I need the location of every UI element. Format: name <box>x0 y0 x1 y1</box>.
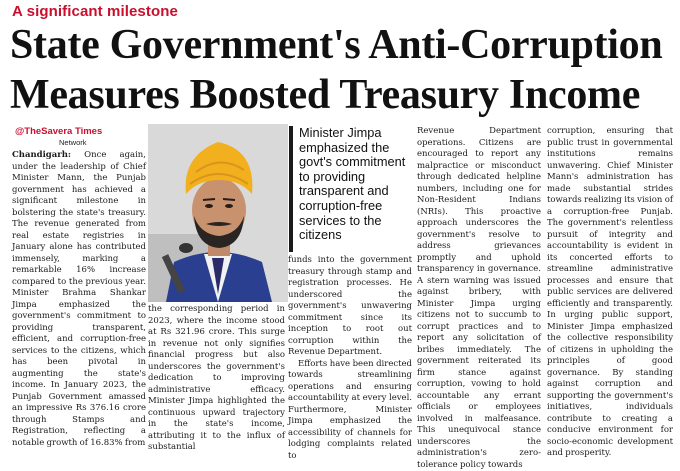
byline-desk: Network <box>59 138 87 147</box>
column-4-text: Revenue Department operations. Citizens are encouraged to report any malpractice or misconduct through dedicated helpline numbers, including one for Non-Resident Indians (NRIs). This proactive approach underscores the government's resolve to address grievances promptly and uphold transparency in governance. A stern warning was issued against bribery, with Minister Jimpa urging citizens not to succumb to corrupt practices and to report any solicitation of bribes immediately. The government reiterated its firm stance against corruption, vowing to hold accountable any errant officials or employees involved in malfeasance. This unequivocal stance underscores the administration's zero-tolerance policy towards <box>417 126 541 470</box>
column-3-text-b: Efforts have been directed towards streamlining operations and ensuring accountability at every level. Furthermore, Minister Jimpa emphasized the accessibility of channels for lodging complaints related to <box>288 358 412 461</box>
section-kicker: A significant milestone <box>12 3 178 20</box>
article-column-4 <box>417 126 541 470</box>
headline-line-2: Measures Boosted Treasury Income <box>10 72 641 118</box>
pull-quote-text: Minister Jimpa emphasized the govt's commitment to providing transparent and corruption-free services to the citizens <box>299 125 406 243</box>
article-column-2 <box>148 304 285 452</box>
column-5-text: corruption, ensuring that public trust in governmental institutions remains unwavering. Chief Minister Mann's administration has made substantial strides towards realizing its vision of a corruption-free Punjab. The government's relentless pursuit of integrity and accountability is evident in its concerted efforts to streamline administrative processes and ensure that public services are delivered efficiently and transparently. In urging public support, Minister Jimpa emphasized the collective responsibility of citizens in upholding the principles of good governance. By standing against corruption and supporting the government's initiatives, individuals contribute to creating a conducive environment for socio-economic development and prosperity. <box>547 126 673 458</box>
byline-handle: @TheSavera Times <box>15 126 103 137</box>
headline-line-1: State Government's Anti-Corruption <box>10 22 663 68</box>
pull-quote <box>289 126 409 252</box>
column-3-text-a: funds into the government treasury through stamp and registration processes. He underscored the government's unwavering commitment since its inception to root out corruption within the Revenue Department. <box>288 255 412 357</box>
column-2-text: the corresponding period in 2023, where the income stood at Rs 321.96 crore. This surge in revenue not only signifies financial progress but also underscores the government's dedication to improving administrative efficacy. Minister Jimpa highlighted the continuous upward trajectory in the state's income, attributing it to the influx of substantial <box>148 304 285 452</box>
dateline: Chandigarh: <box>12 150 72 160</box>
column-1-text: Once again, under the leadership of Chief Minister Mann, the Punjab government has achieved a significant milestone in bolstering the state's treasury. The revenue generated from real estate registries in January alone has contributed immensely, marking a remarkable 16% increase compared to the previous year. Minister Brahma Shankar Jimpa emphasized the government's commitment to providing transparent, efficient, and corruption-free services to the citizens, which has been pivotal in augmenting the state's income. In January 2023, the Punjab Government amassed an impressive Rs 376.16 crore through Stamps and Registration, reflecting a notable growth of 16.83% from <box>12 150 146 448</box>
portrait-illustration <box>148 124 288 302</box>
article-column-1 <box>12 150 146 446</box>
article-column-3 <box>288 255 412 461</box>
minister-portrait <box>148 124 288 302</box>
article-column-5 <box>547 126 673 458</box>
